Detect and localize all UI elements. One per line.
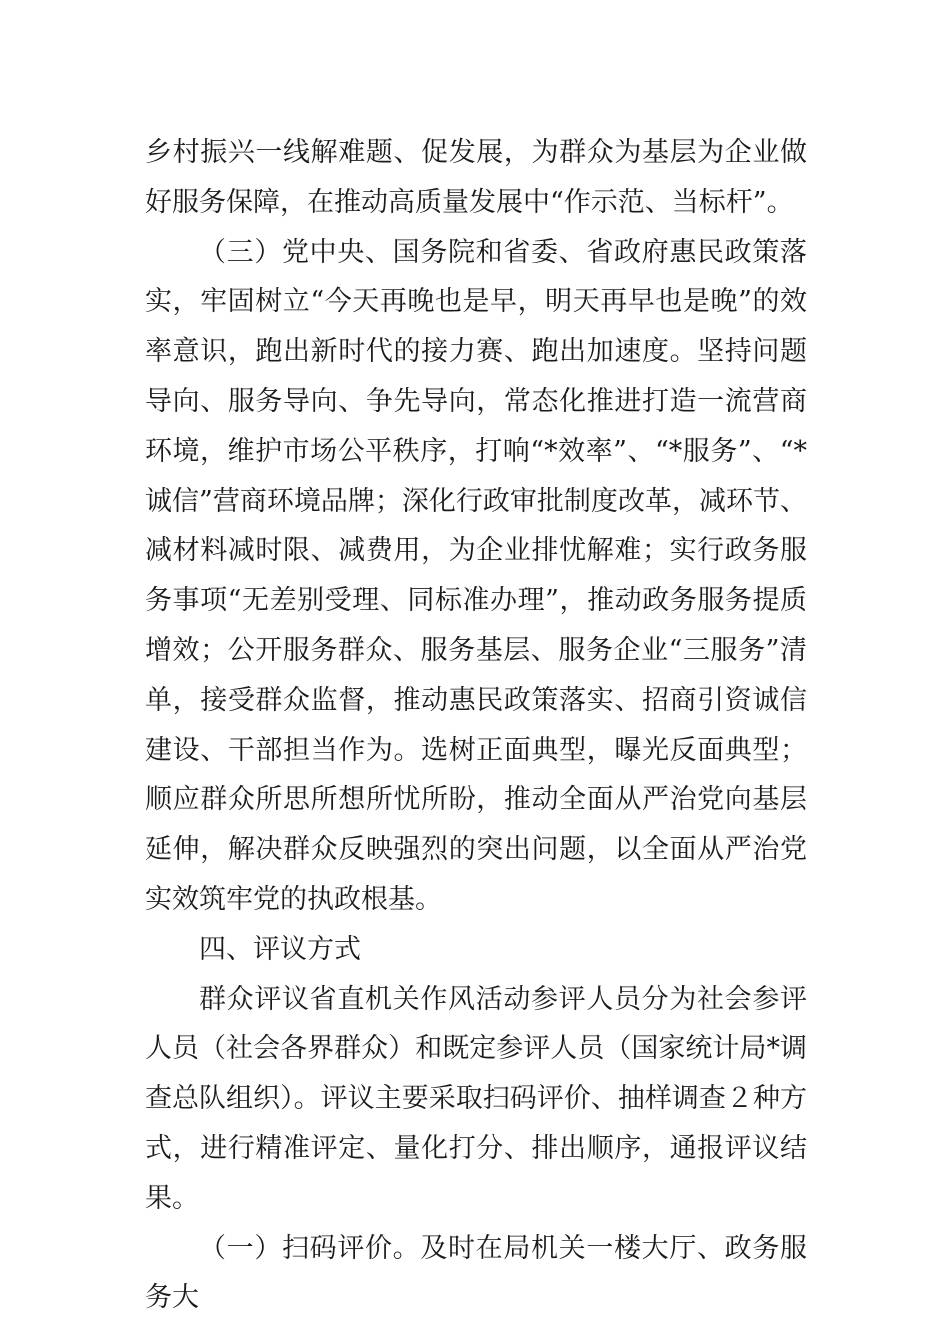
section-heading-four: 四、评议方式 <box>199 933 361 965</box>
paragraph-scan-evaluation: （一）扫码评价。及时在局机关一楼大厅、政务服务大 <box>145 1232 807 1314</box>
paragraph-evaluation-method: 群众评议省直机关作风活动参评人员分为社会参评人员（社会各界群众）和既定参评人员（国家统计局*调查总队组织）。评议主要采取扫码评价、抽样调查２种方式，进行精准评定、量化打分、排出顺序，通报评议结果。 <box>145 983 807 1214</box>
paragraph-section-three: （三）党中央、国务院和省委、省政府惠民政策落实，牢固树立“今天再晚也是早，明天再早也是晚”的效率意识，跑出新时代的接力赛、跑出加速度。坚持问题导向、服务导向、争先导向，常态化推进打造一流营商环境，维护市场公平秩序，打响“*效率”、“*服务”、“*诚信”营商环境品牌；深化行政审批制度改革，减环节、减材料减时限、减费用，为企业排忧解难；实行政务服务事项“无差别受理、同标准办理”，推动政务服务提质增效；公开服务群众、服务基层、服务企业“三服务”清单，接受群众监督，推动惠民政策落实、招商引资诚信建设、干部担当作为。选树正面典型，曝光反面典型；顺应群众所思所想所忧所盼，推动全面从严治党向基层延伸，解决群众反映强烈的突出问题，以全面从严治党实效筑牢党的执政根基。 <box>145 236 807 915</box>
document-body <box>145 128 807 1323</box>
paragraph-continuation: 乡村振兴一线解难题、促发展，为群众为基层为企业做好服务保障，在推动高质量发展中“作示范、当标杆”。 <box>145 137 807 218</box>
